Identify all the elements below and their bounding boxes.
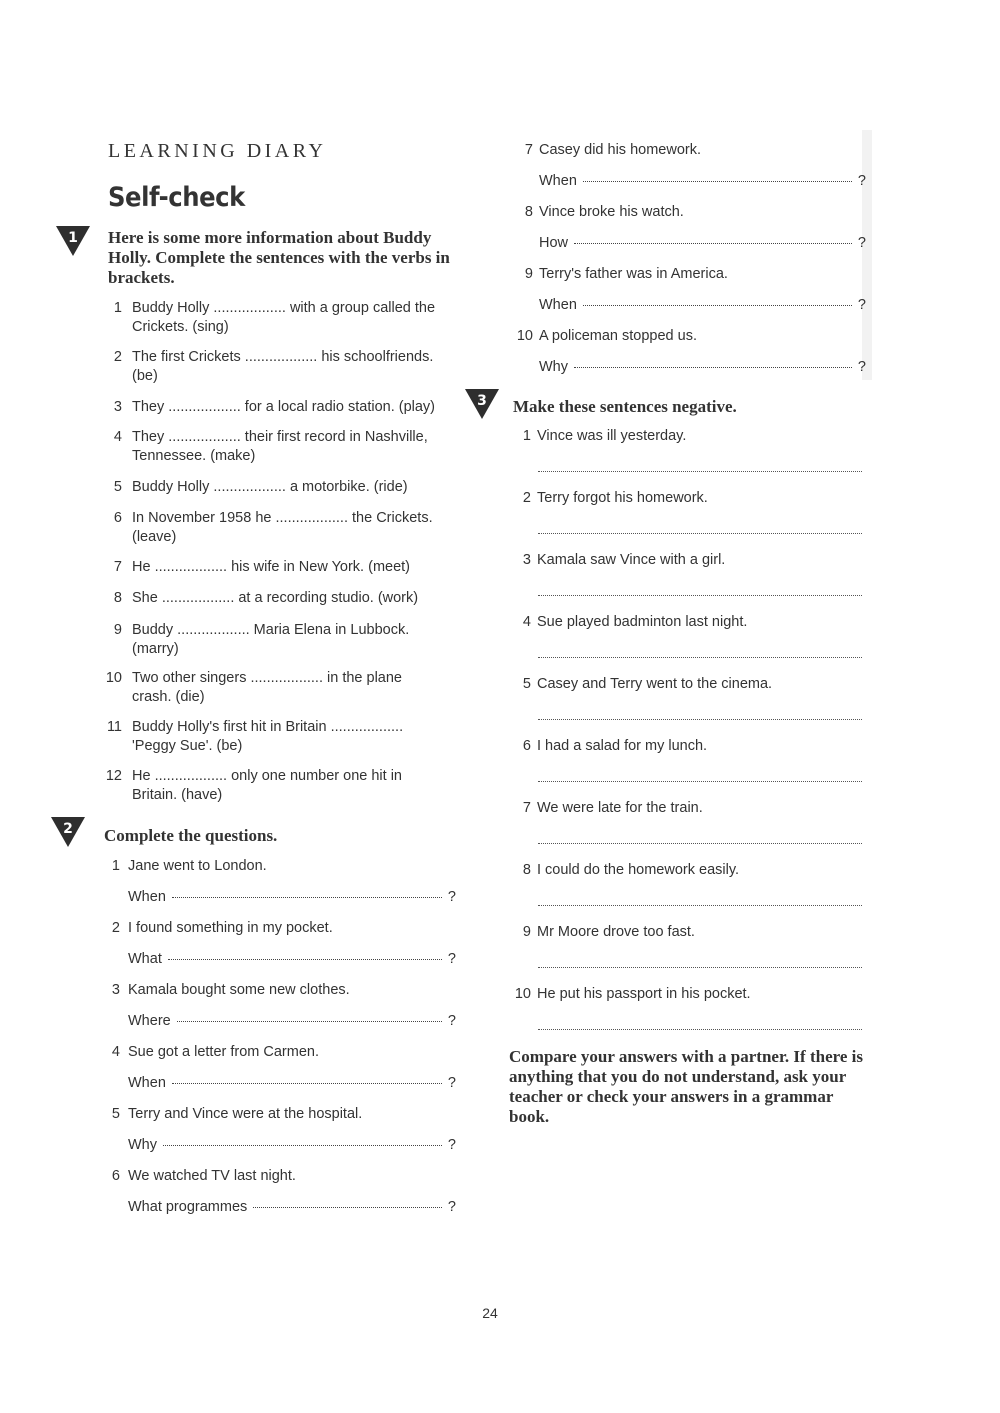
- item-sentence: Vince was ill yesterday.: [537, 428, 687, 444]
- item-text-continuation: (leave): [132, 529, 177, 545]
- answer-blank[interactable]: [177, 1021, 442, 1022]
- exercise-1-instruction: Here is some more information about Buddy Holly. Complete the sentences with the verbs in brackets.: [108, 228, 450, 287]
- question-mark: ?: [447, 889, 456, 905]
- answer-blank[interactable]: [574, 243, 852, 244]
- item-text-line[interactable]: He .................. his wife in New York. (meet): [132, 559, 411, 575]
- item-number: 4: [111, 1044, 120, 1060]
- question-answer-line[interactable]: [539, 358, 866, 377]
- item-sentence: I found something in my pocket.: [128, 920, 333, 936]
- item-number: 8: [524, 204, 533, 220]
- item-number: 9: [522, 924, 531, 940]
- item-text-continuation: 'Peggy Sue'. (be): [132, 738, 243, 754]
- item-text-line[interactable]: The first Crickets .................. his schoolfriends.: [132, 349, 434, 365]
- item-sentence: Jane went to London.: [128, 858, 267, 874]
- item-number: 9: [524, 266, 533, 282]
- question-word: When: [128, 1075, 166, 1091]
- item-text-line[interactable]: Buddy Holly .................. with a group called the: [132, 300, 436, 316]
- exercise-3-instruction: Make these sentences negative.: [513, 397, 737, 416]
- page-number: 24: [482, 1305, 498, 1321]
- exercise-2-badge-icon: 2: [51, 817, 85, 851]
- item-text-continuation: Tennessee. (make): [132, 448, 256, 464]
- answer-blank[interactable]: [538, 471, 862, 472]
- item-sentence: Sue got a letter from Carmen.: [128, 1044, 319, 1060]
- question-word: When: [128, 889, 166, 905]
- question-word: Why: [128, 1137, 157, 1153]
- item-sentence: Kamala saw Vince with a girl.: [537, 552, 726, 568]
- item-number: 5: [522, 676, 531, 692]
- answer-blank[interactable]: [172, 1083, 442, 1084]
- item-number: 8: [113, 590, 122, 606]
- answer-blank[interactable]: [538, 657, 862, 658]
- answer-blank[interactable]: [583, 181, 852, 182]
- item-number: 1: [113, 300, 122, 316]
- question-answer-line[interactable]: [128, 1136, 456, 1155]
- answer-blank[interactable]: [253, 1207, 442, 1208]
- answer-blank[interactable]: [163, 1145, 442, 1146]
- item-sentence: Casey and Terry went to the cinema.: [537, 676, 773, 692]
- question-word: What: [128, 951, 162, 967]
- item-number: 2: [113, 349, 122, 365]
- question-answer-line[interactable]: [128, 950, 456, 969]
- answer-blank[interactable]: [538, 1029, 862, 1030]
- item-sentence: Terry and Vince were at the hospital.: [128, 1106, 363, 1122]
- question-mark: ?: [447, 1199, 456, 1215]
- question-word: When: [539, 297, 577, 313]
- item-number: 5: [111, 1106, 120, 1122]
- item-text-line[interactable]: He .................. only one number one hit in: [132, 768, 402, 784]
- question-word: How: [539, 235, 569, 251]
- question-word: Where: [128, 1013, 171, 1029]
- item-sentence: Kamala bought some new clothes.: [128, 982, 350, 998]
- answer-blank[interactable]: [538, 533, 862, 534]
- item-sentence: We watched TV last night.: [128, 1168, 296, 1184]
- item-sentence: He put his passport in his pocket.: [537, 986, 751, 1002]
- item-text-line[interactable]: She .................. at a recording studio. (work): [132, 590, 419, 606]
- question-answer-line[interactable]: [128, 1012, 456, 1031]
- item-text-line[interactable]: Buddy Holly .................. a motorbike. (ride): [132, 479, 408, 495]
- item-text-continuation: Britain. (have): [132, 787, 223, 803]
- answer-blank[interactable]: [168, 959, 442, 960]
- answer-blank[interactable]: [172, 897, 442, 898]
- item-sentence: We were late for the train.: [537, 800, 703, 816]
- item-text-line[interactable]: They .................. their first record in Nashville,: [132, 429, 428, 445]
- answer-blank[interactable]: [574, 367, 852, 368]
- item-sentence: Terry's father was in America.: [539, 266, 728, 282]
- item-number: 6: [113, 510, 122, 526]
- item-text-line[interactable]: Buddy .................. Maria Elena in Lubbock.: [132, 622, 410, 638]
- item-number: 7: [113, 559, 122, 575]
- item-number: 4: [522, 614, 531, 630]
- answer-blank[interactable]: [538, 781, 862, 782]
- item-number: 10: [514, 986, 531, 1002]
- item-text-line[interactable]: Buddy Holly's first hit in Britain ..................: [132, 719, 404, 735]
- question-mark: ?: [857, 173, 866, 189]
- item-number: 3: [111, 982, 120, 998]
- item-text-line[interactable]: They .................. for a local radio station. (play): [132, 399, 436, 415]
- item-text-line[interactable]: In November 1958 he .................. the Crickets.: [132, 510, 433, 526]
- question-answer-line[interactable]: [539, 296, 866, 315]
- item-sentence: Mr Moore drove too fast.: [537, 924, 695, 940]
- answer-blank[interactable]: [538, 719, 862, 720]
- item-number: 3: [113, 399, 122, 415]
- item-text-continuation: (be): [132, 368, 158, 384]
- question-mark: ?: [447, 1013, 456, 1029]
- question-mark: ?: [857, 235, 866, 251]
- question-answer-line[interactable]: [128, 1198, 456, 1217]
- item-number: 6: [111, 1168, 120, 1184]
- answer-blank[interactable]: [538, 967, 862, 968]
- question-word: Why: [539, 359, 568, 375]
- page-edge-shadow: [862, 130, 872, 380]
- closing-instruction: Compare your answers with a partner. If there is anything that you do not understand, ask your teacher or check your answers in a grammar book.: [509, 1047, 863, 1126]
- question-mark: ?: [447, 1075, 456, 1091]
- item-sentence: I could do the homework easily.: [537, 862, 740, 878]
- item-number: 5: [113, 479, 122, 495]
- question-word: What programmes: [128, 1199, 248, 1215]
- item-sentence: Sue played badminton last night.: [537, 614, 748, 630]
- question-mark: ?: [857, 297, 866, 313]
- exercise-2-instruction: Complete the questions.: [104, 826, 278, 845]
- item-sentence: Terry forgot his homework.: [537, 490, 708, 506]
- item-sentence: Casey did his homework.: [539, 142, 701, 158]
- item-sentence: A policeman stopped us.: [539, 328, 697, 344]
- item-number: 2: [111, 920, 120, 936]
- item-sentence: Vince broke his watch.: [539, 204, 684, 220]
- question-mark: ?: [857, 359, 866, 375]
- item-number: 11: [106, 719, 122, 735]
- question-answer-line[interactable]: [128, 1074, 456, 1093]
- item-text-line[interactable]: Two other singers .................. in the plane: [132, 670, 402, 686]
- item-number: 8: [522, 862, 531, 878]
- answer-blank[interactable]: [538, 843, 862, 844]
- item-sentence: I had a salad for my lunch.: [537, 738, 708, 754]
- item-number: 2: [522, 490, 531, 506]
- section-heading: LEARNING DIARY: [108, 140, 327, 162]
- item-number: 4: [113, 429, 122, 445]
- item-number: 1: [522, 428, 531, 444]
- item-text-continuation: Crickets. (sing): [132, 319, 229, 335]
- item-text-continuation: crash. (die): [132, 689, 205, 705]
- question-answer-line[interactable]: [539, 172, 866, 191]
- question-word: When: [539, 173, 577, 189]
- item-number: 1: [111, 858, 120, 874]
- item-number: 7: [522, 800, 531, 816]
- question-mark: ?: [447, 1137, 456, 1153]
- item-text-continuation: (marry): [132, 641, 179, 657]
- question-mark: ?: [447, 951, 456, 967]
- item-number: 7: [524, 142, 533, 158]
- answer-blank[interactable]: [538, 595, 862, 596]
- answer-blank[interactable]: [583, 305, 852, 306]
- page-title: Self-check: [108, 182, 245, 213]
- item-number: 10: [105, 670, 122, 686]
- exercise-1-badge-icon: 1: [56, 226, 90, 260]
- item-number: 12: [105, 768, 122, 784]
- item-number: 6: [522, 738, 531, 754]
- item-number: 3: [522, 552, 531, 568]
- item-number: 9: [113, 622, 122, 638]
- item-number: 10: [516, 328, 533, 344]
- exercise-3-badge-icon: 3: [465, 389, 499, 423]
- answer-blank[interactable]: [538, 905, 862, 906]
- question-answer-line[interactable]: [539, 234, 866, 253]
- question-answer-line[interactable]: [128, 888, 456, 907]
